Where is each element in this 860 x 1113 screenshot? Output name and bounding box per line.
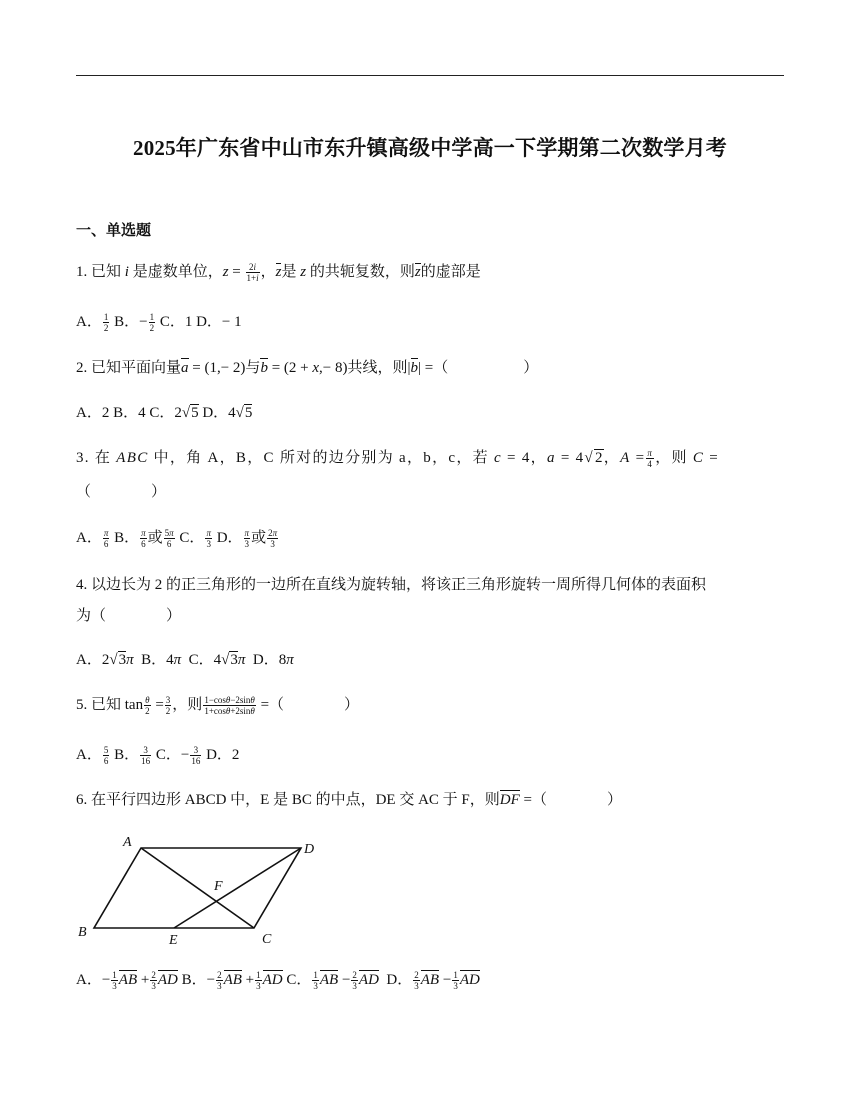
label-b: B <box>78 925 87 940</box>
question-6-options: A．− $\frac{1}{3}$ AB + $\frac{2}{3}$ AD B．− $\frac{2}{3}$ AB + $\frac{1}{3}$ AD C． $\frac{1}{3}$ AB − $\frac{2}{3}$ AD D． $\frac{2}{3}$ AB − $\frac{1}{3}$ AD <box>76 970 480 992</box>
parallelogram-figure <box>76 828 336 953</box>
question-3: 3. 在 ABC 中，角 A，B，C 所对的边分别为 a，b，c，若 c = 4，a = 4√2，A = $\frac{\pi}{4}$ ，则 C = <box>76 448 719 470</box>
label-a: A <box>123 835 132 850</box>
label-d: D <box>304 842 315 857</box>
question-5-options: A． $\frac{5}{6}$ B． $\frac{3}{16}$ C．− $\frac{3}{16}$ D．2 <box>76 745 240 767</box>
question-3-line2: （ ） <box>76 484 167 500</box>
question-4-options: A．2√3π B．4π C．4√3π D．8π <box>76 652 294 668</box>
header-rule <box>76 75 784 76</box>
question-4-line2: 为（ ） <box>76 608 182 624</box>
question-2: 2. 已知平面向量a = (1,− 2)与b = (2 + x,− 8)共线，则|b| =（ ） <box>76 360 539 376</box>
question-2-options: A．2 B．4 C．2√5 D．4√5 <box>76 405 253 421</box>
page-title: 2025年广东省中山市东升镇高级中学高一下学期第二次数学月考 <box>133 136 727 160</box>
label-c: C <box>262 932 272 947</box>
question-6: 6. 在平行四边形 ABCD 中，E 是 BC 的中点，DE 交 AC 于 F，则DF =（ ） <box>76 792 622 808</box>
question-1: 1. 已知 i 是虚数单位，z = $\frac{2i}{1+i}$ ，z是 z 的共轭复数，则z的虚部是 <box>76 262 481 284</box>
question-4: 4. 以边长为 2 的正三角形的一边所在直线为旋转轴，将该正三角形旋转一周所得几何体的表面积 <box>76 577 707 593</box>
question-1-options: A． $\frac{1}{2}$ B．− $\frac{1}{2}$ C．1 D．− 1 <box>76 312 242 334</box>
section-heading: 一、单选题 <box>76 223 152 239</box>
question-5: 5. 已知 tan $\frac{\theta}{2}$ = $\frac{3}{2}$ ，则 $\frac{1-\cos\theta-2\sin\theta}{1+\cos\theta+2\sin\theta}$ =（ ） <box>76 695 360 717</box>
question-3-options: A． $\frac{\pi}{6}$ B． $\frac{\pi}{6}$ 或 $\frac{5\pi}{6}$ C． $\frac{\pi}{3}$ D． $\frac{\pi}{3}$ 或 $\frac{2\pi}{3}$ <box>76 528 278 550</box>
label-f: F <box>214 879 223 894</box>
label-e: E <box>169 933 178 948</box>
